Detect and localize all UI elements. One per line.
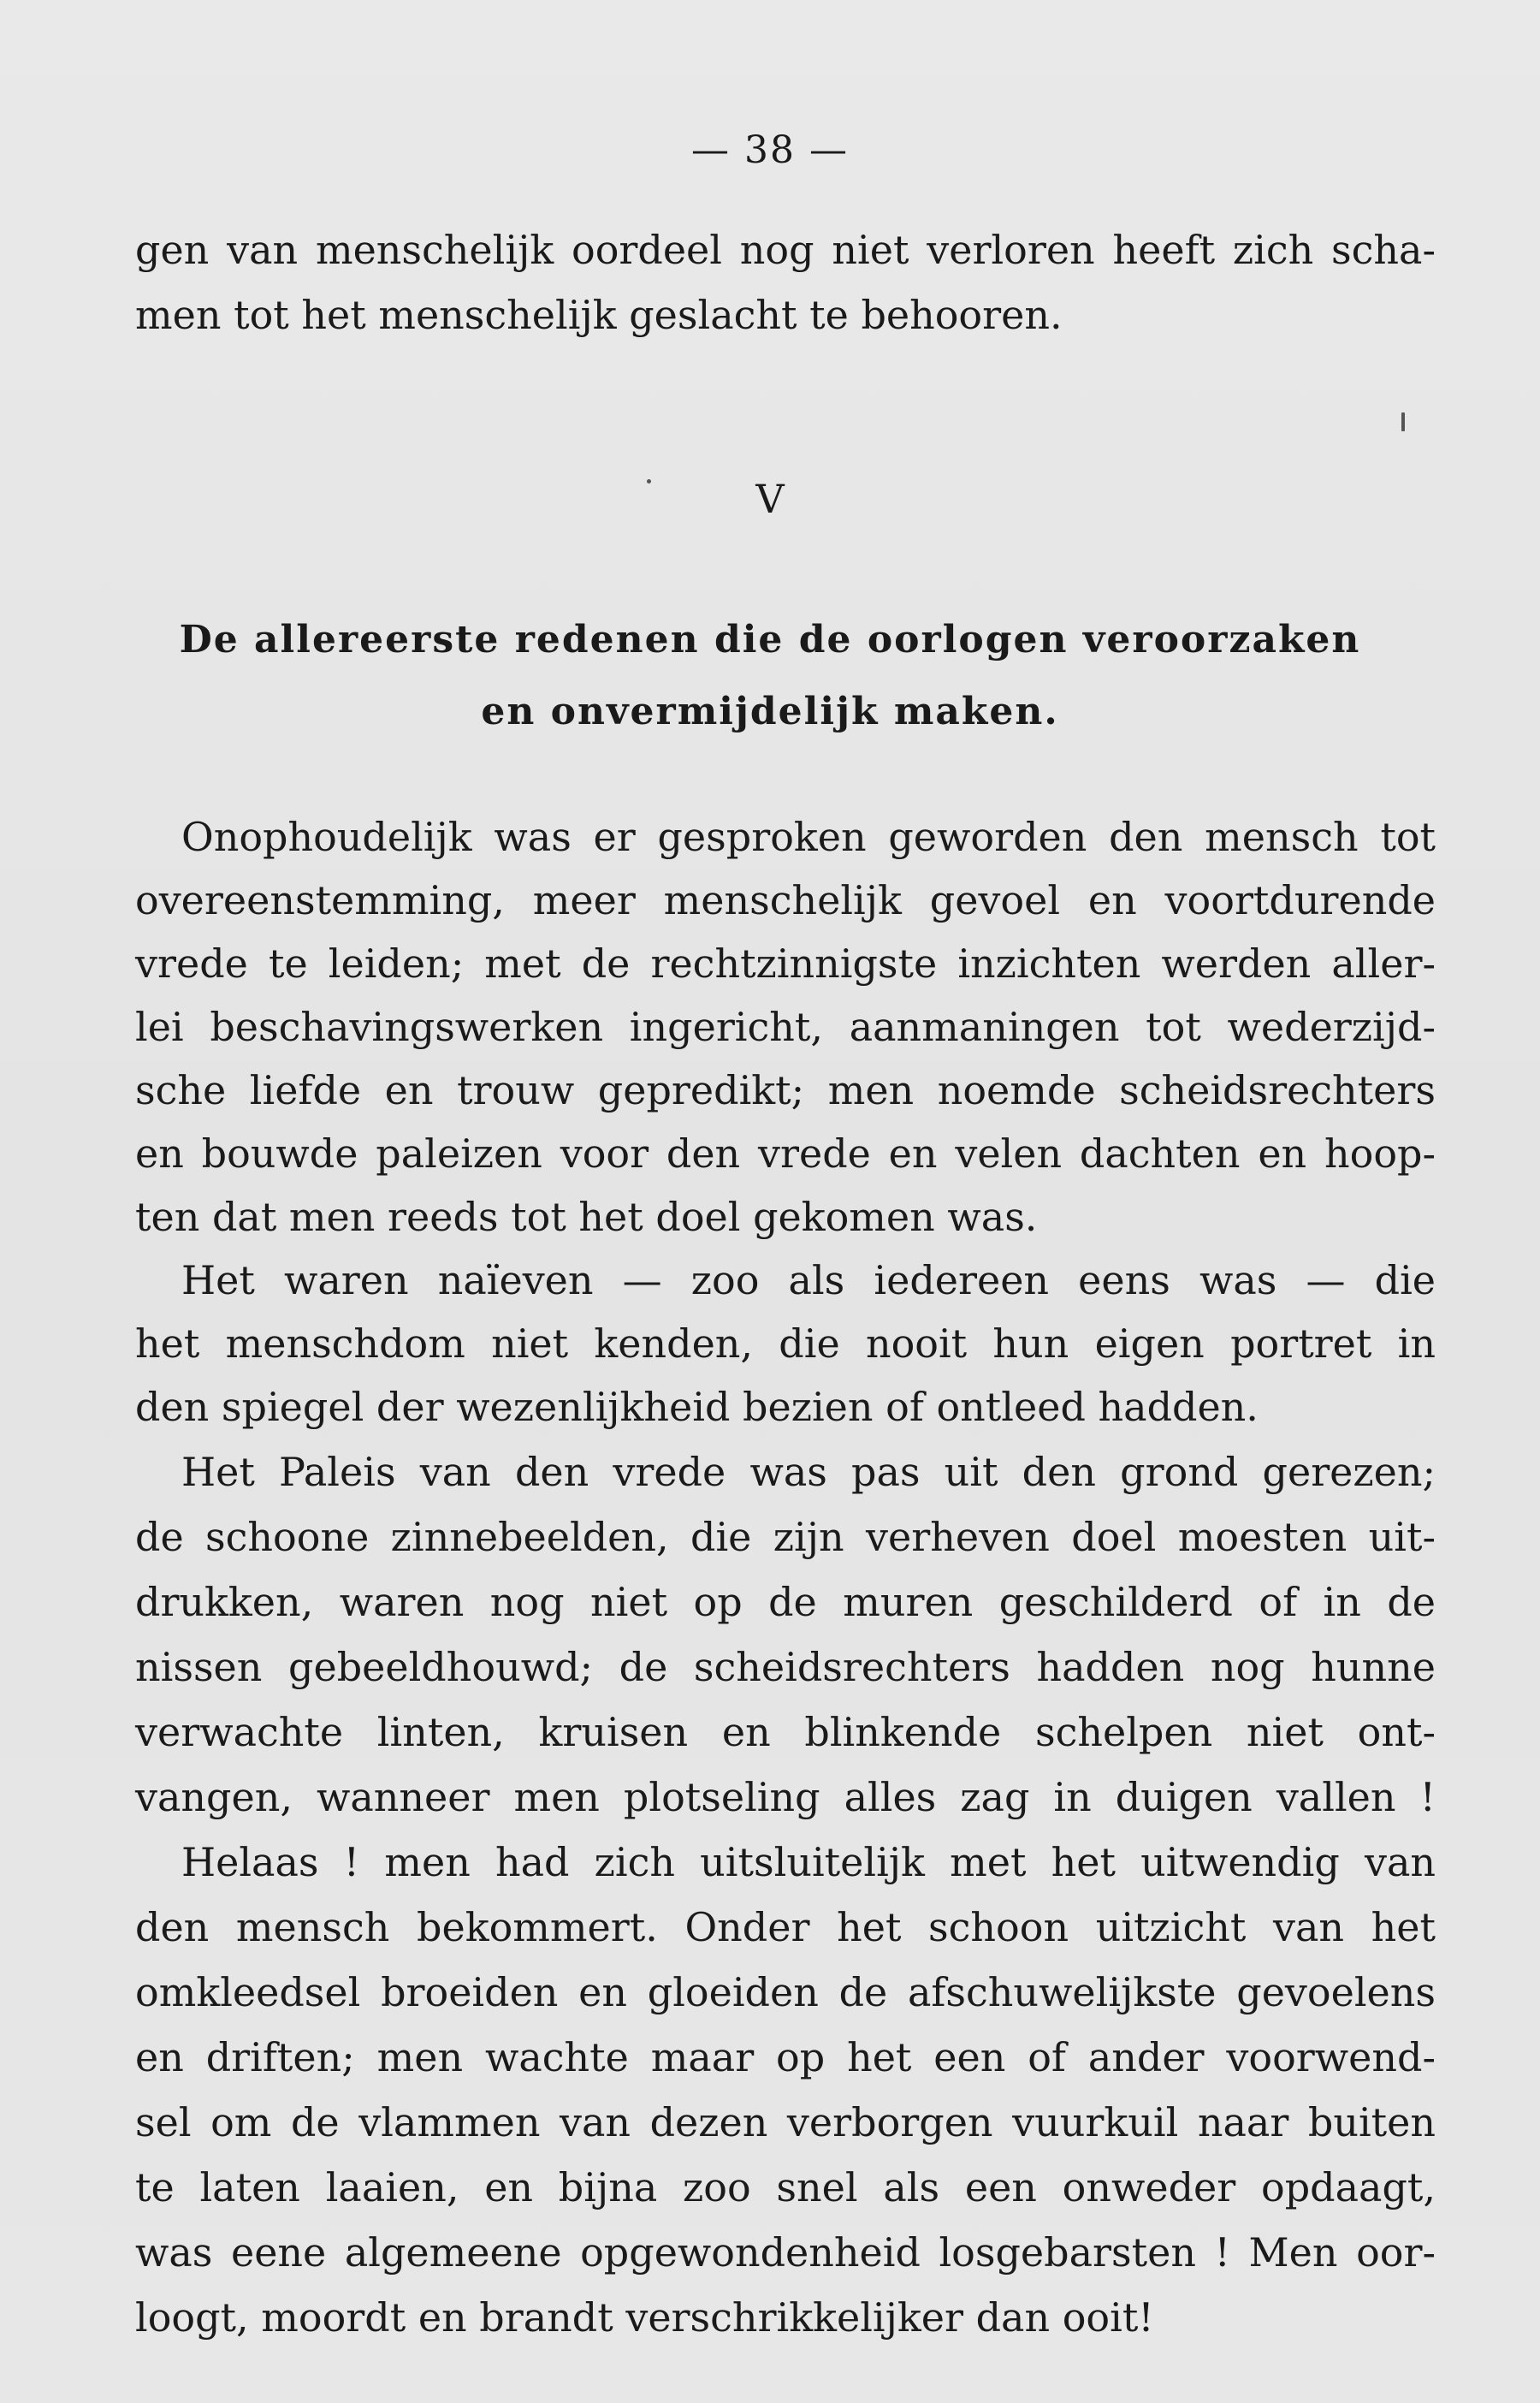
page-number: — 38 — (691, 128, 849, 172)
text-line: vrede te leiden; met de rechtzinnigste inzichten werden aller- (135, 940, 1436, 987)
text-line: Helaas ! men had zich uitsluitelijk met het uitwendig van (181, 1839, 1436, 1885)
text-line: Onophoudelijk was er gesproken geworden den mensch tot (181, 814, 1436, 860)
text-line: was eene algemeene opgewondenheid losgebarsten ! Men oor- (135, 2229, 1436, 2275)
text-line: gen van menschelijk oordeel nog niet verloren heeft zich scha- (135, 227, 1436, 273)
chapter-title: en onvermijdelijk maken. (481, 690, 1059, 733)
text-line: den mensch bekommert. Onder het schoon uitzicht van het (135, 1904, 1436, 1950)
chapter-title: De allereerste redenen die de oorlogen veroorzaken (179, 618, 1361, 662)
text-line: het menschdom niet kenden, die nooit hun eigen portret in (135, 1320, 1436, 1367)
text-line: vangen, wanneer men plotseling alles zag in duigen vallen ! (135, 1774, 1436, 1820)
ink-speck (1401, 412, 1405, 431)
text-line: den spiegel der wezenlijkheid bezien of ontleed hadden. (135, 1384, 1259, 1430)
text-line: Het Paleis van den vrede was pas uit den grond gerezen; (181, 1449, 1436, 1495)
chapter-number: V (755, 476, 785, 522)
text-line: Het waren naïeven — zoo als iedereen eens was — die (181, 1257, 1436, 1303)
text-line: nissen gebeeldhouwd; de scheidsrechters hadden nog hunne (135, 1644, 1436, 1690)
text-line: lei beschavingswerken ingericht, aanmaningen tot wederzijd- (135, 1004, 1436, 1050)
text-line: de schoone zinnebeelden, die zijn verheven doel moesten uit- (135, 1514, 1436, 1560)
text-line: sel om de vlammen van dezen verborgen vuurkuil naar buiten (135, 2099, 1436, 2145)
text-line: men tot het menschelijk geslacht te behooren. (135, 292, 1063, 338)
text-line: omkleedsel broeiden en gloeiden de afschuwelijkste gevoelens (135, 1969, 1436, 2015)
text-line: overeenstemming, meer menschelijk gevoel en voortdurende (135, 877, 1436, 923)
text-line: sche liefde en trouw gepredikt; men noemde scheidsrechters (135, 1067, 1436, 1113)
text-line: verwachte linten, kruisen en blinkende schelpen niet ont- (135, 1709, 1436, 1755)
text-line: en bouwde paleizen voor den vrede en velen dachten en hoop- (135, 1130, 1436, 1177)
text-line: en driften; men wachte maar op het een of ander voorwend- (135, 2034, 1436, 2080)
text-line: ten dat men reeds tot het doel gekomen was. (135, 1194, 1038, 1240)
text-line: drukken, waren nog niet op de muren geschilderd of in de (135, 1579, 1436, 1625)
text-line: te laten laaien, en bijna zoo snel als een onweder opdaagt, (135, 2164, 1436, 2210)
text-line: loogt, moordt en brandt verschrikkelijker dan ooit! (135, 2294, 1154, 2341)
